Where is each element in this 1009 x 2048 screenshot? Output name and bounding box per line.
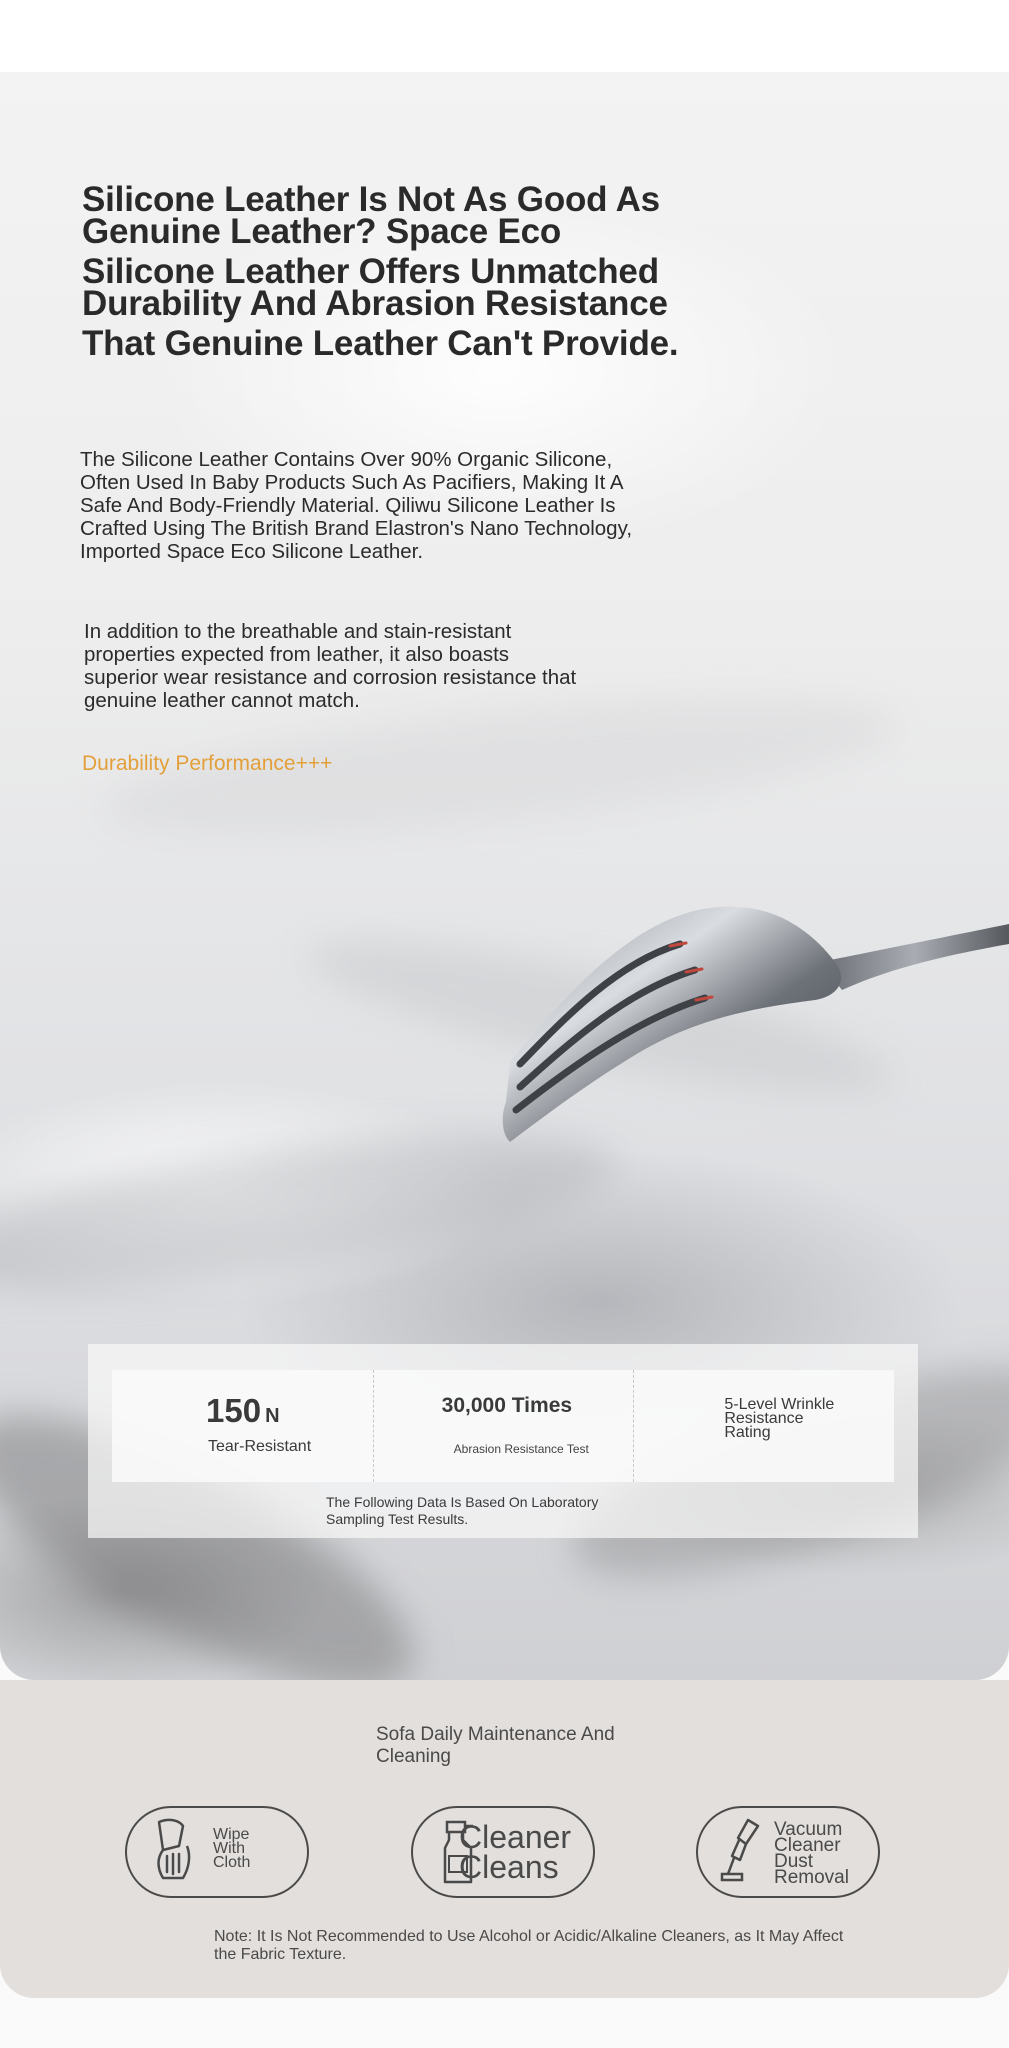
- maintenance-item-cleaner: [411, 1806, 595, 1898]
- fork-illustration: [490, 812, 1009, 1152]
- headline-line: That Genuine Leather Can't Provide.: [82, 324, 679, 363]
- maintenance-label: Vacuum Cleaner Dust Removal: [774, 1819, 849, 1888]
- stat-abrasion: [373, 1370, 634, 1482]
- maintenance-label: Wipe With Cloth: [213, 1826, 251, 1871]
- stats-note: The Following Data Is Based On Laboratory Sampling Test Results.: [326, 1494, 599, 1527]
- vacuum-icon: [718, 1816, 768, 1886]
- hand-cloth-icon: [149, 1816, 201, 1886]
- headline-line: Silicone Leather Is Not As Good As Genuine Leather? Space Eco: [82, 180, 660, 251]
- stats-panel: [88, 1344, 918, 1538]
- maintenance-item-wipe: [125, 1806, 309, 1898]
- headline-line: Silicone Leather Offers Unmatched Durability And Abrasion Resistance: [82, 252, 668, 323]
- maintenance-item-vacuum: [696, 1806, 880, 1898]
- stat-value: 30,000 Times: [441, 1394, 573, 1417]
- stat-label: 5-Level Wrinkle Resistance Rating: [724, 1396, 835, 1441]
- hero-headline: [82, 180, 722, 368]
- maintenance-title: Sofa Daily Maintenance And Cleaning: [376, 1724, 615, 1767]
- stat-label: Tear-Resistant: [208, 1438, 312, 1455]
- stat-number: 150: [206, 1392, 262, 1429]
- stat-tear-resistant: [112, 1370, 373, 1482]
- maintenance-label: Cleaner Cleans: [459, 1819, 572, 1885]
- stat-label: Abrasion Resistance Test: [453, 1442, 589, 1456]
- properties-paragraph: In addition to the breathable and stain-resistant properties expected from leather, it also boasts superior wear resistance and corrosion resistance that genuine leather cannot match.: [84, 620, 577, 712]
- maintenance-note: Note: It Is Not Recommended to Use Alcohol or Acidic/Alkaline Cleaners, as It May Affect the Fabric Texture.: [214, 1928, 844, 1963]
- stat-wrinkle: [633, 1370, 894, 1482]
- durability-label: Durability Performance+++: [82, 752, 333, 775]
- stat-value: [206, 1392, 280, 1430]
- intro-paragraph: The Silicone Leather Contains Over 90% Organic Silicone, Often Used In Baby Products Such As Pacifiers, Making It A Safe And Body-Friendly Material. Qiliwu Silicone Leather Is Crafted Using The British Brand Elastron's Nano Technology, Imported Space Eco Silicone Leather.: [80, 448, 633, 563]
- hero-section: [0, 72, 1009, 1680]
- top-strip: [0, 0, 1009, 72]
- stat-unit: N: [265, 1405, 280, 1427]
- maintenance-section: [0, 1680, 1009, 1998]
- stats-row: [112, 1370, 894, 1482]
